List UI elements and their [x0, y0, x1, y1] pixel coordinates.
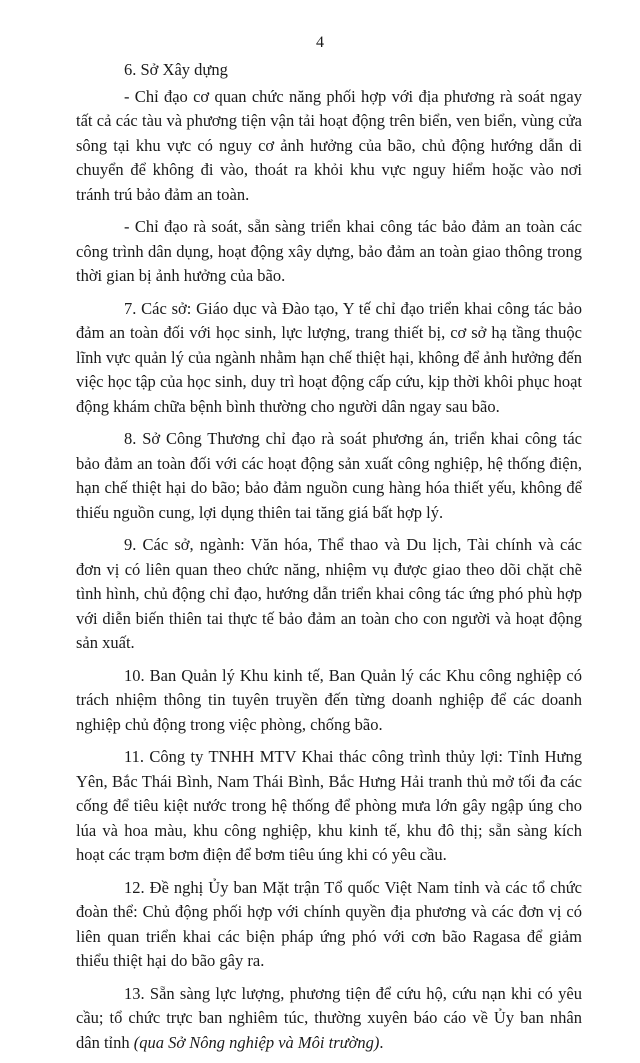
- section-11: 11. Công ty TNHH MTV Khai thác công trình thủy lợi: Tỉnh Hưng Yên, Bắc Thái Bình, Nam Thái Bình, Bắc Hưng Hải tranh thủ mở tối đa các cống để tiêu kiệt nước trong hệ thống để phòng mưa lớn gây ngập úng cho lúa và hoa màu, khu công nghiệp, khu kinh tế, khu đô thị; sẵn sàng kích hoạt các trạm bơm điện để bơm tiêu úng khi có yêu cầu.: [76, 747, 582, 864]
- page-number: 4: [316, 34, 324, 51]
- section-12: 12. Đề nghị Ủy ban Mặt trận Tổ quốc Việt Nam tỉnh và các tổ chức đoàn thể: Chủ động phối hợp với chính quyền địa phương và các đơn vị có liên quan triển khai các biện pháp ứng phó với cơn bão Ragasa để giảm thiểu thiệt hại do bão gây ra.: [76, 877, 582, 970]
- section-13-tail: .: [379, 1032, 384, 1052]
- section-7: 7. Các sở: Giáo dục và Đào tạo, Y tế chỉ đạo triển khai công tác bảo đảm an toàn đối với học sinh, lực lượng, trang thiết bị, cơ sở hạ tầng thuộc lĩnh vực quản lý của ngành nhằm hạn chế thiệt hại, không để ảnh hưởng đến việc học tập của học sinh, duy trì hoạt động cấp cứu, kịp thời khôi phục hoạt động khám chữa bệnh bình thường cho người dân ngay sau bão.: [76, 298, 582, 416]
- section-6-item-a: - Chỉ đạo cơ quan chức năng phối hợp với địa phương rà soát ngay tất cả các tàu và phương tiện vận tải hoạt động trên biển, ven biển, vùng cửa sông tại khu vực có nguy cơ ảnh hưởng của bão, chủ động hướng dẫn di chuyển để không đi vào, thoát ra khỏi khu vực nguy hiểm hoặc vào nơi tránh trú bảo đảm an toàn.: [76, 86, 582, 204]
- section-13: [76, 982, 582, 1056]
- section-10: 10. Ban Quản lý Khu kinh tế, Ban Quản lý các Khu công nghiệp có trách nhiệm thông tin tuyên truyền đến từng doanh nghiệp để các doanh nghiệp chủ động trong việc phòng, chống bão.: [76, 665, 582, 734]
- section-8: 8. Sở Công Thương chỉ đạo rà soát phương án, triển khai công tác bảo đảm an toàn đối với các hoạt động sản xuất công nghiệp, hệ thống điện, hạn chế thiệt hại do bão; bảo đảm nguồn cung hàng hóa thiết yếu, không để thiếu nguồn cung, lợi dụng thiên tai tăng giá bất hợp lý.: [76, 429, 582, 522]
- section-13-text: 13. Sẵn sàng lực lượng, phương tiện để cứu hộ, cứu nạn khi có yêu cầu; tổ chức trực ban nghiêm túc, thường xuyên báo cáo về Ủy ban nhân dân tỉnh: [76, 983, 582, 1052]
- section-9: 9. Các sở, ngành: Văn hóa, Thể thao và Du lịch, Tài chính và các đơn vị có liên quan theo chức năng, nhiệm vụ được giao theo dõi chặt chẽ tình hình, chủ động chỉ đạo, hướng dẫn triển khai công tác ứng phó phù hợp với diễn biến thiên tai thực tế bảo đảm an toàn cho con người và hoạt động sản xuất.: [76, 535, 582, 652]
- section-6-item-b: - Chỉ đạo rà soát, sẵn sàng triển khai công tác bảo đảm an toàn các công trình dân dụng, hoạt động xây dựng, bảo đảm an toàn giao thông trong thời gian bị ảnh hưởng của bão.: [76, 217, 582, 285]
- document-body: [76, 58, 582, 1063]
- section-13-italic: (qua Sở Nông nghiệp và Môi trường): [133, 1032, 380, 1052]
- section-6-heading: 6. Sở Xây dựng: [124, 60, 228, 79]
